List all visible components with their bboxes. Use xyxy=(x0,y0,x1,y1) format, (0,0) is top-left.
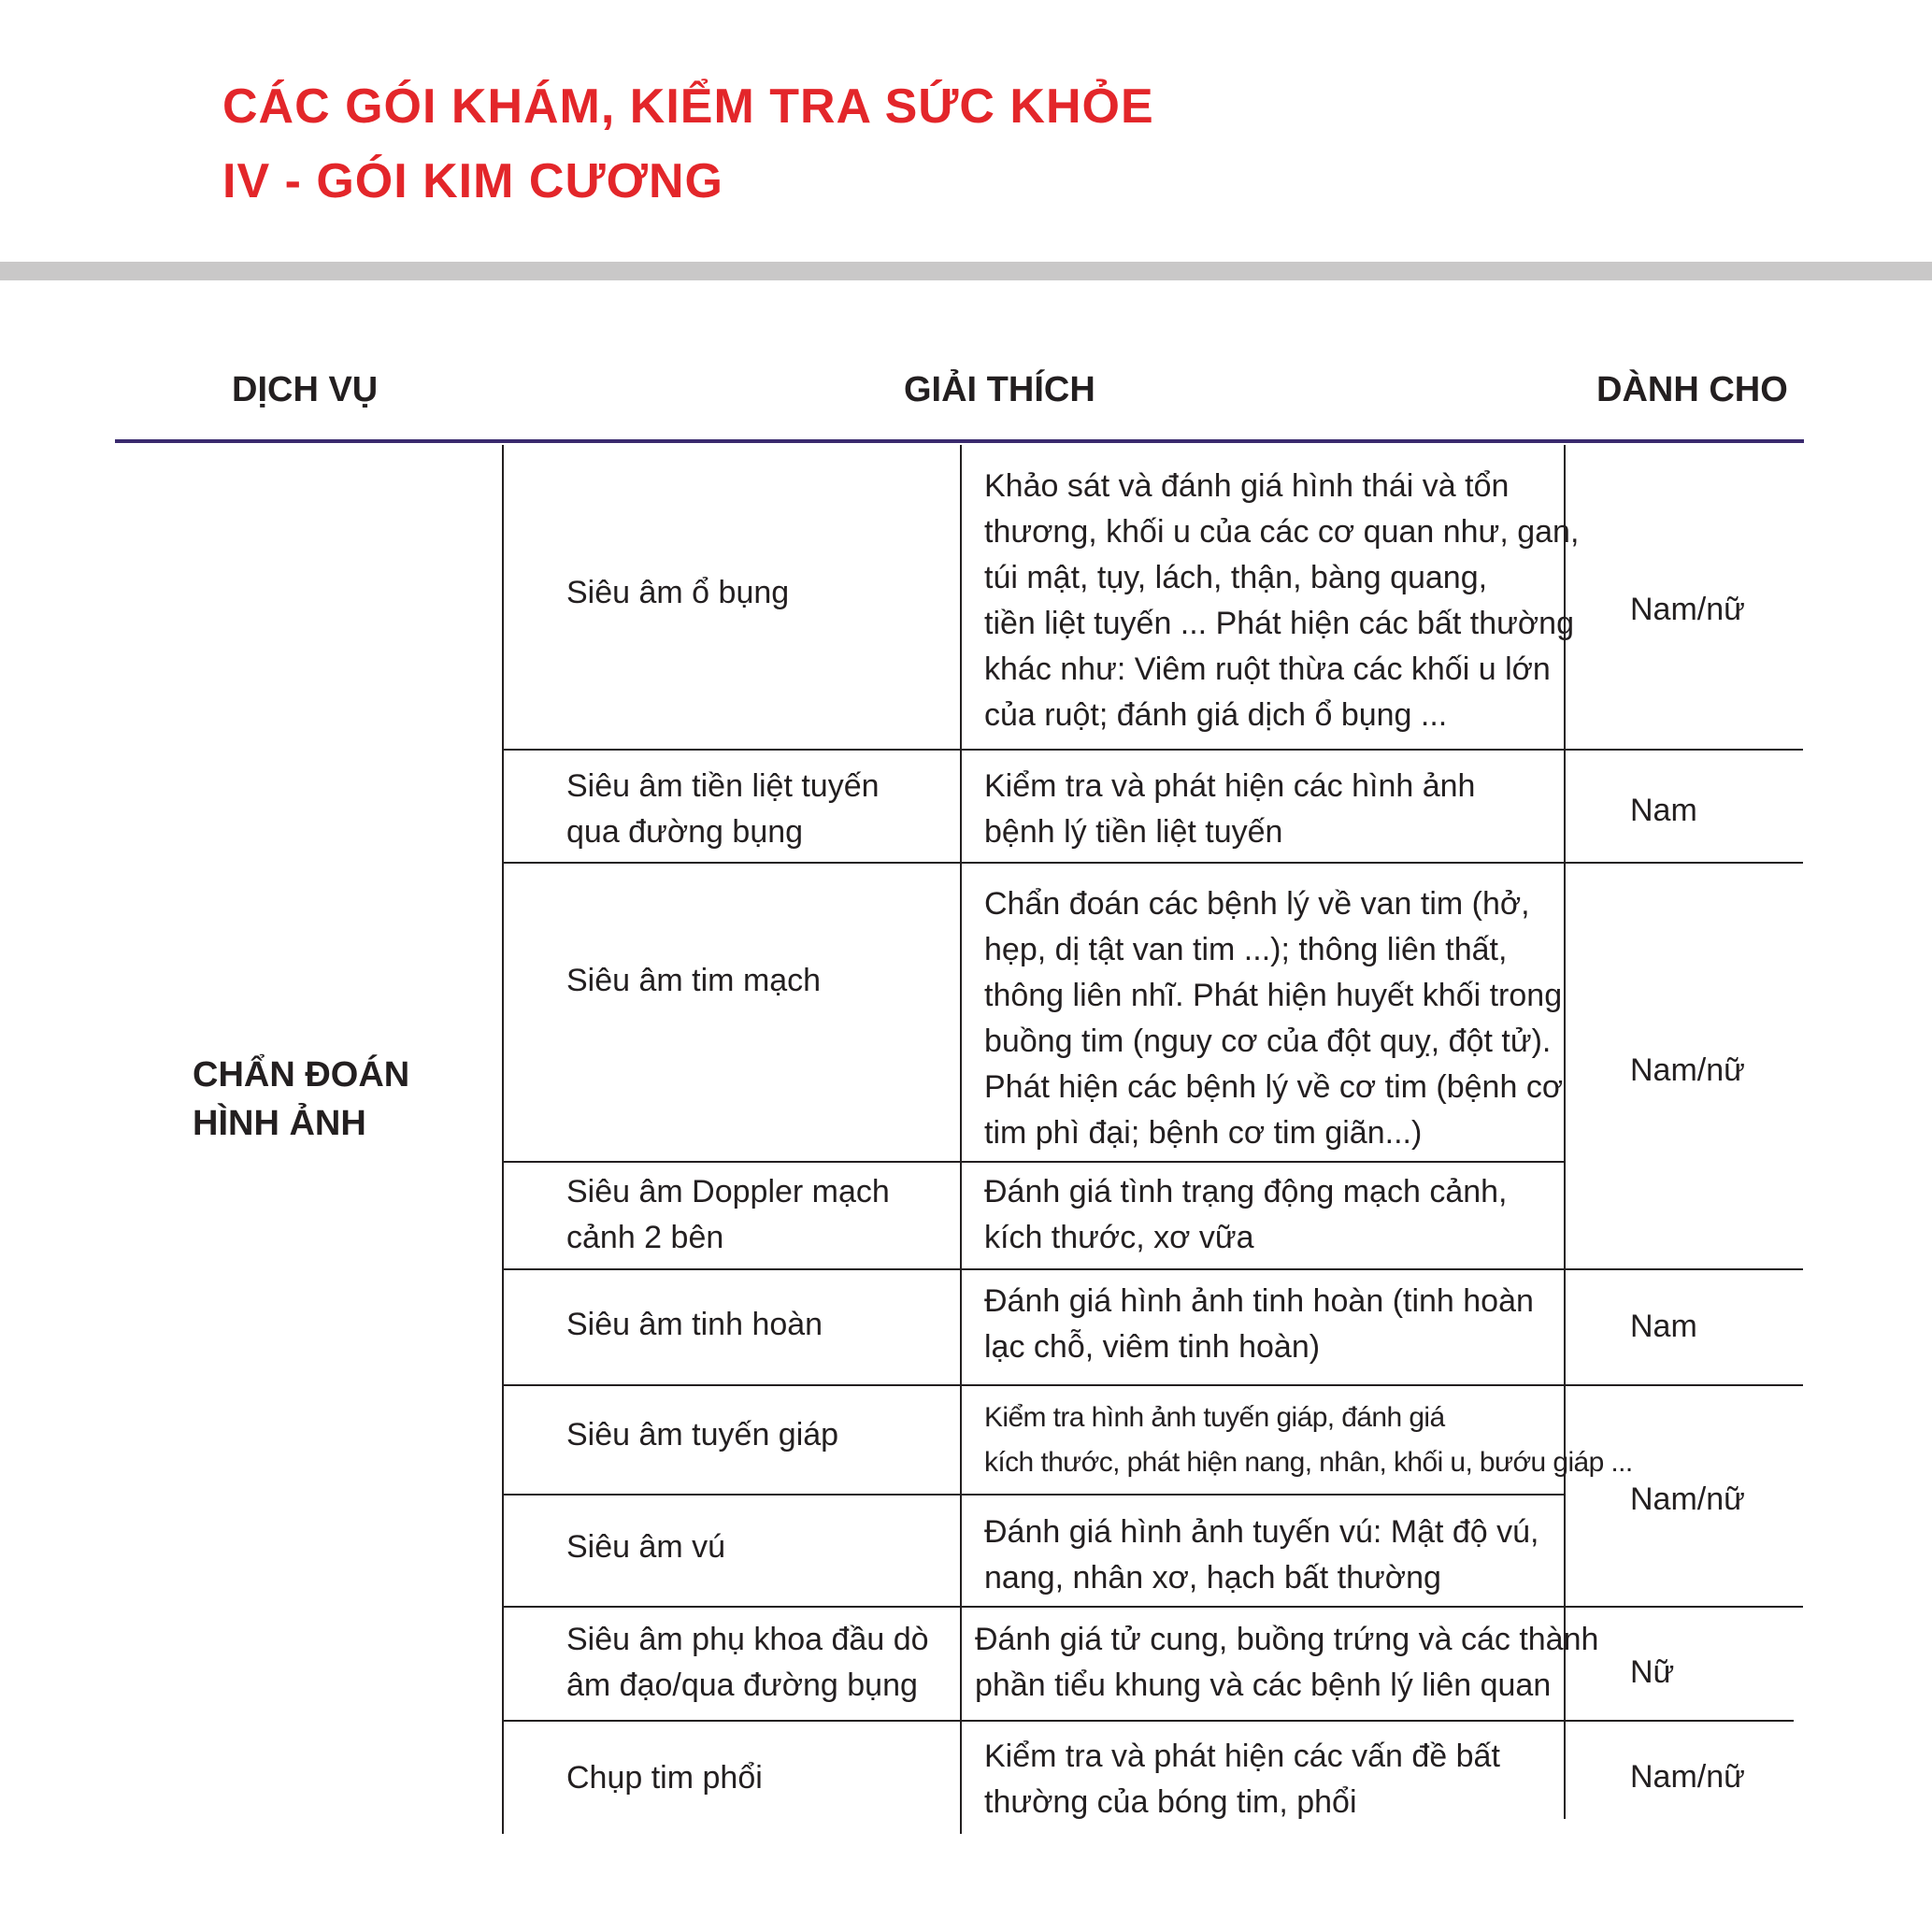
row-divider xyxy=(502,1384,1803,1386)
explanation-cell: Kiểm tra hình ảnh tuyến giáp, đánh giá kích thước, phát hiện nang, nhân, khối u, bướu giáp ... xyxy=(984,1402,1633,1478)
row-divider xyxy=(502,1494,1564,1496)
category-label: CHẨN ĐOÁN HÌNH ẢNH xyxy=(193,1055,410,1143)
row-divider xyxy=(502,862,1803,864)
explanation-cell: Kiểm tra và phát hiện các vấn đề bất thường của bóng tim, phổi xyxy=(984,1739,1500,1820)
explanation-cell: Đánh giá hình ảnh tinh hoàn (tinh hoàn lạc chỗ, viêm tinh hoàn) xyxy=(984,1283,1534,1365)
column-divider xyxy=(960,445,962,1834)
column-header-audience: DÀNH CHO xyxy=(1596,370,1788,409)
service-cell: Siêu âm tim mạch xyxy=(566,963,822,998)
explanation-cell: Khảo sát và đánh giá hình thái và tổn thương, khối u của các cơ quan như, gan, túi mật, tụy, lách, thận, bàng quang, tiền liệt tuyến ... Phát hiện các bất thường khác như: Viêm ruột thừa các khối u lớn của ruột; đánh giá dịch ổ bụng ... xyxy=(984,468,1580,733)
page-subtitle: IV - GÓI KIM CƯƠNG xyxy=(222,154,723,208)
service-cell: Siêu âm ổ bụng xyxy=(566,575,790,610)
audience-cell: Nữ xyxy=(1630,1654,1675,1690)
row-divider xyxy=(502,749,1803,751)
explanation-cell: Chẩn đoán các bệnh lý về van tim (hở, hẹp, dị tật van tim ...); thông liên thất, thông liên nhĩ. Phát hiện huyết khối trong buồng tim (nguy cơ của đột quỵ, đột tử). Phát hiện các bệnh lý về cơ tim (bệnh cơ tim phì đại; bệnh cơ tim giãn...) xyxy=(984,886,1564,1151)
audience-cell: Nam xyxy=(1630,1309,1697,1344)
explanation-cell: Đánh giá hình ảnh tuyến vú: Mật độ vú, nang, nhân xơ, hạch bất thường xyxy=(984,1514,1539,1596)
row-divider xyxy=(502,1268,1803,1270)
service-cell: Siêu âm tuyến giáp xyxy=(566,1417,839,1453)
header-rule xyxy=(115,439,1804,443)
explanation-cell: Đánh giá tử cung, buồng trứng và các thành phần tiểu khung và các bệnh lý liên quan xyxy=(975,1622,1599,1703)
column-divider xyxy=(502,445,504,1834)
service-cell: Siêu âm tiền liệt tuyến qua đường bụng xyxy=(566,768,880,850)
audience-cell: Nam/nữ xyxy=(1630,1052,1745,1088)
explanation-cell: Đánh giá tình trạng động mạch cảnh, kích thước, xơ vữa xyxy=(984,1174,1508,1255)
explanation-cell: Kiểm tra và phát hiện các hình ảnh bệnh lý tiền liệt tuyến xyxy=(984,768,1476,850)
row-divider xyxy=(502,1161,1564,1163)
row-divider xyxy=(502,1720,1794,1722)
row-divider xyxy=(502,1606,1803,1608)
divider-band xyxy=(0,262,1932,280)
audience-cell: Nam/nữ xyxy=(1630,592,1745,627)
column-header-explanation: GIẢI THÍCH xyxy=(904,370,1095,409)
audience-cell: Nam/nữ xyxy=(1630,1481,1745,1517)
column-header-service: DỊCH VỤ xyxy=(232,370,379,409)
service-cell: Siêu âm vú xyxy=(566,1529,726,1565)
service-cell: Chụp tim phổi xyxy=(566,1760,763,1796)
audience-cell: Nam/nữ xyxy=(1630,1759,1745,1795)
service-cell: Siêu âm tinh hoàn xyxy=(566,1307,823,1342)
service-cell: Siêu âm phụ khoa đầu dò âm đạo/qua đường bụng xyxy=(566,1622,929,1703)
page-title: CÁC GÓI KHÁM, KIỂM TRA SỨC KHỎE xyxy=(222,79,1154,134)
audience-cell: Nam xyxy=(1630,793,1697,828)
service-cell: Siêu âm Doppler mạch cảnh 2 bên xyxy=(566,1174,890,1255)
